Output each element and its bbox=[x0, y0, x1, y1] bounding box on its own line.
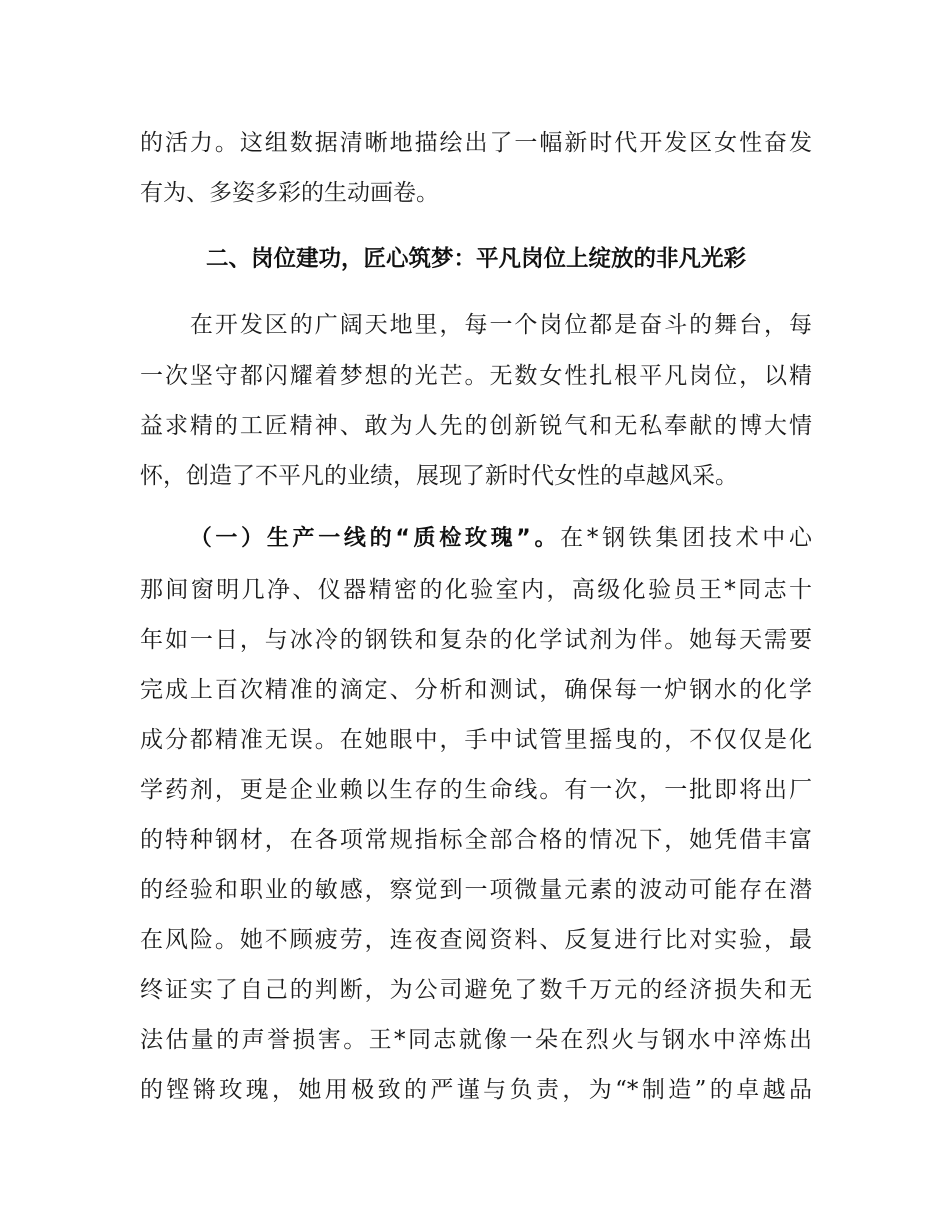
paragraph-3-line-4: 完成上百次精准的滴定、分析和测试，确保每一炉钢水的化学 bbox=[140, 677, 812, 703]
paragraph-3-line-9: 在风险。她不顾疲劳，连夜查阅资料、反复进行比对实验，最 bbox=[140, 927, 812, 953]
paragraph-3-line-10: 终证实了自己的判断，为公司避免了数千万元的经济损失和无 bbox=[140, 977, 812, 1003]
paragraph-2-line-4: 怀，创造了不平凡的业绩，展现了新时代女性的卓越风采。 bbox=[140, 463, 738, 489]
paragraph-3-line-3: 年如一日，与冰冷的钢铁和复杂的化学试剂为伴。她每天需要 bbox=[140, 627, 812, 653]
subsection-heading-1: （一）生产一线的“质检玫瑰”。 bbox=[186, 526, 561, 551]
paragraph-3-line-2: 那间窗明几净、仪器精密的化验室内，高级化验员王*同志十 bbox=[140, 577, 812, 603]
paragraph-2-line-3: 益求精的工匠精神、敢为人先的创新锐气和无私奉献的博大情 bbox=[140, 413, 812, 439]
paragraph-3-line-5: 成分都精准无误。在她眼中，手中试管里摇曳的，不仅仅是化 bbox=[140, 727, 812, 753]
paragraph-1-line-1: 的活力。这组数据清晰地描绘出了一幅新时代开发区女性奋发 bbox=[140, 130, 812, 156]
section-heading-2: 二、岗位建功，匠心筑梦：平凡岗位上绽放的非凡光彩 bbox=[205, 246, 746, 272]
paragraph-3-line-8: 的经验和职业的敏感，察觉到一项微量元素的波动可能存在潜 bbox=[140, 877, 812, 903]
paragraph-2-line-1: 在开发区的广阔天地里，每一个岗位都是奋斗的舞台，每 bbox=[140, 312, 812, 338]
paragraph-3-line-6: 学药剂，更是企业赖以生存的生命线。有一次，一批即将出厂 bbox=[140, 777, 812, 803]
paragraph-3-line-12: 的铿锵玫瑰，她用极致的严谨与负责，为“*制造”的卓越品 bbox=[140, 1077, 812, 1103]
paragraph-1-line-2: 有为、多姿多彩的生动画卷。 bbox=[140, 180, 439, 206]
paragraph-3-line-1 bbox=[140, 518, 812, 558]
paragraph-3-lead-text: 在*钢铁集团技术中心 bbox=[560, 525, 812, 551]
paragraph-3-line-11: 法估量的声誉损害。王*同志就像一朵在烈火与钢水中淬炼出 bbox=[140, 1027, 812, 1053]
paragraph-2-line-2: 一次坚守都闪耀着梦想的光芒。无数女性扎根平凡岗位，以精 bbox=[140, 363, 812, 389]
paragraph-3-line-7: 的特种钢材，在各项常规指标全部合格的情况下，她凭借丰富 bbox=[140, 827, 812, 853]
